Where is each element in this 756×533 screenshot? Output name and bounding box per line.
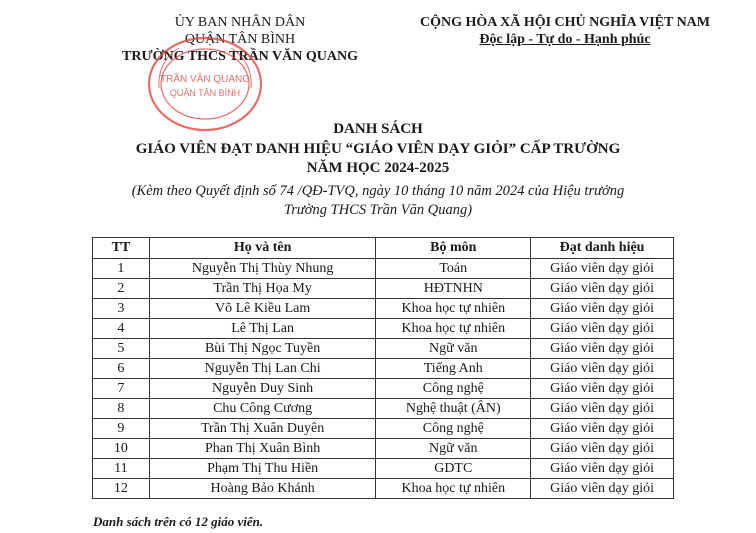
table-row (93, 439, 674, 459)
cell-index: 2 (93, 279, 150, 299)
cell-name: Phạm Thị Thu Hiền (149, 459, 376, 479)
cell-award: Giáo viên dạy giỏi (531, 439, 674, 459)
cell-name: Trần Thị Họa My (149, 279, 376, 299)
teacher-list-table (92, 237, 674, 499)
table-row (93, 399, 674, 419)
issuer-line-3: TRƯỜNG THCS TRẦN VĂN QUANG (122, 49, 358, 64)
summary-note: Danh sách trên có 12 giáo viên. (93, 514, 264, 529)
col-header-award: Đạt danh hiệu (531, 238, 674, 259)
country-name: CỘNG HÒA XÃ HỘI CHỦ NGHĨA VIỆT NAM (419, 15, 710, 30)
table-header-row (93, 238, 674, 259)
cell-award: Giáo viên dạy giỏi (531, 279, 674, 299)
cell-name: Hoàng Bảo Khánh (149, 479, 376, 499)
cell-index: 4 (93, 319, 150, 339)
table-row (93, 479, 674, 499)
table-row (93, 419, 674, 439)
cell-index: 6 (93, 359, 150, 379)
issuer-line-1: ỦY BAN NHÂN DÂN (174, 15, 306, 30)
document-title: DANH SÁCH (333, 121, 423, 137)
cell-index: 12 (93, 479, 150, 499)
col-header-subject: Bộ môn (376, 238, 531, 259)
cell-subject: Tiếng Anh (376, 359, 531, 379)
decision-line-1: (Kèm theo Quyết định số 74 /QĐ-TVQ, ngày 10 tháng 10 năm 2024 của Hiệu trưởng (131, 183, 625, 199)
cell-name: Nguyễn Duy Sinh (149, 379, 376, 399)
col-header-index: TT (93, 238, 150, 259)
decision-reference (0, 182, 756, 220)
cell-award: Giáo viên dạy giỏi (531, 319, 674, 339)
cell-index: 1 (93, 259, 150, 279)
cell-subject: Toán (376, 259, 531, 279)
national-header (380, 14, 750, 48)
table-row (93, 359, 674, 379)
cell-award: Giáo viên dạy giỏi (531, 479, 674, 499)
cell-award: Giáo viên dạy giỏi (531, 379, 674, 399)
cell-subject: HĐTNHN (376, 279, 531, 299)
cell-award: Giáo viên dạy giỏi (531, 399, 674, 419)
cell-subject: Ngữ văn (376, 339, 531, 359)
table-row (93, 319, 674, 339)
cell-index: 3 (93, 299, 150, 319)
cell-name: Lê Thị Lan (149, 319, 376, 339)
table-row (93, 459, 674, 479)
svg-text:TRẦN VĂN QUANG: TRẦN VĂN QUANG (159, 74, 251, 85)
cell-award: Giáo viên dạy giỏi (531, 419, 674, 439)
issuer-line-2: QUẬN TÂN BÌNH (184, 32, 296, 47)
cell-name: Phan Thị Xuân Bình (149, 439, 376, 459)
cell-index: 9 (93, 419, 150, 439)
cell-index: 8 (93, 399, 150, 419)
table-row (93, 259, 674, 279)
official-seal-stamp (145, 34, 265, 134)
school-year: NĂM HỌC 2024-2025 (306, 160, 450, 176)
cell-award: Giáo viên dạy giỏi (531, 339, 674, 359)
table-row (93, 279, 674, 299)
cell-index: 7 (93, 379, 150, 399)
document-subject: GIÁO VIÊN ĐẠT DANH HIỆU “GIÁO VIÊN DẠY GIỎI” CẤP TRƯỜNG (135, 141, 621, 157)
cell-subject: Khoa học tự nhiên (376, 479, 531, 499)
cell-subject: Công nghệ (376, 419, 531, 439)
cell-subject: GDTC (376, 459, 531, 479)
table-row (93, 339, 674, 359)
decision-line-2: Trường THCS Trần Văn Quang) (283, 202, 473, 218)
cell-index: 5 (93, 339, 150, 359)
cell-subject: Công nghệ (376, 379, 531, 399)
table-row (93, 379, 674, 399)
cell-index: 11 (93, 459, 150, 479)
cell-award: Giáo viên dạy giỏi (531, 299, 674, 319)
cell-subject: Khoa học tự nhiên (376, 299, 531, 319)
cell-award: Giáo viên dạy giỏi (531, 259, 674, 279)
cell-name: Nguyễn Thị Lan Chi (149, 359, 376, 379)
cell-subject: Nghệ thuật (ÂN) (376, 399, 531, 419)
cell-name: Trần Thị Xuân Duyên (149, 419, 376, 439)
table-row (93, 299, 674, 319)
cell-name: Võ Lê Kiều Lam (149, 299, 376, 319)
cell-index: 10 (93, 439, 150, 459)
cell-subject: Ngữ văn (376, 439, 531, 459)
col-header-name: Họ và tên (149, 238, 376, 259)
cell-subject: Khoa học tự nhiên (376, 319, 531, 339)
cell-name: Bùi Thị Ngọc Tuyền (149, 339, 376, 359)
cell-award: Giáo viên dạy giỏi (531, 359, 674, 379)
cell-name: Chu Công Cương (149, 399, 376, 419)
svg-text:QUẬN TÂN BÌNH: QUẬN TÂN BÌNH (169, 88, 241, 98)
national-motto: Độc lập - Tự do - Hạnh phúc (479, 32, 651, 47)
cell-award: Giáo viên dạy giỏi (531, 459, 674, 479)
cell-name: Nguyễn Thị Thùy Nhung (149, 259, 376, 279)
